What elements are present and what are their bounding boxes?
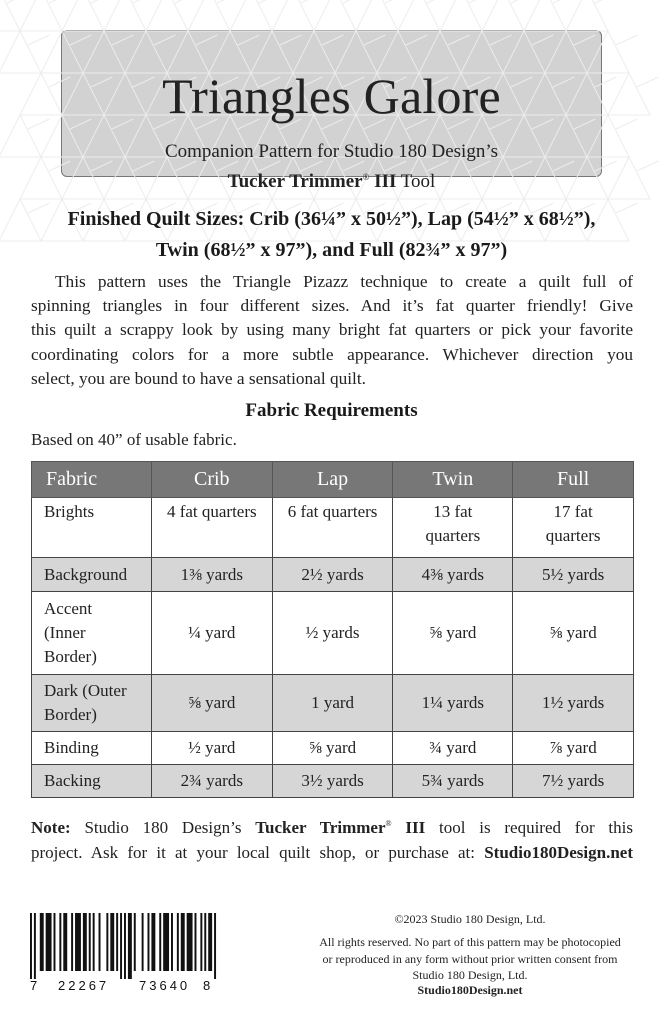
cell-line: 2½ yards	[301, 564, 364, 584]
intro-line: select, you are bound to have a sensational quilt.	[31, 368, 366, 388]
barcode-digit: 7	[30, 978, 38, 993]
registered-mark: ®	[385, 819, 392, 828]
note-tool-name: Tucker Trimmer	[255, 818, 386, 837]
value-cell	[151, 592, 272, 675]
barcode-bar	[63, 913, 67, 971]
fabric-name-cell	[32, 675, 152, 732]
value-cell	[272, 558, 393, 592]
barcode-bar	[195, 913, 197, 971]
cell-line: ⅝ yard	[188, 693, 236, 712]
value-cell	[393, 498, 513, 558]
fabric-name-cell	[32, 592, 152, 675]
cell-line: 17 fat	[553, 502, 593, 521]
fabric-name-cell	[32, 498, 152, 558]
cell-line: ½ yards	[305, 623, 360, 642]
cell-line: ¾ yard	[429, 738, 477, 757]
upc-barcode	[30, 913, 220, 979]
cell-line: 13 fat	[433, 502, 473, 521]
table-header-row	[32, 462, 634, 498]
barcode-bar	[54, 913, 56, 971]
intro-line: coordinating colors for a more subtle appearance. Whichever direction you	[31, 344, 633, 364]
tool-word: Tool	[396, 171, 436, 192]
value-cell	[393, 592, 513, 675]
value-cell	[151, 675, 272, 732]
cell-line: 3½ yards	[301, 771, 364, 790]
cell-line: 5¾ yards	[421, 771, 484, 790]
barcode-bar	[75, 913, 81, 971]
cell-line: Background	[44, 564, 128, 584]
note-text: Studio 180 Design’s	[70, 818, 256, 837]
fabric-name-cell	[32, 558, 152, 592]
table-row	[32, 732, 634, 765]
barcode-bar	[93, 913, 95, 971]
value-cell	[151, 498, 272, 558]
cell-line: Accent	[44, 599, 93, 618]
table-row	[32, 675, 634, 732]
table-row	[32, 498, 634, 558]
intro-line: this quilt a scrappy look by using many bright fat quarters or pick your favorite	[31, 320, 633, 340]
copyright-notice: ©2023 Studio 180 Design, Ltd.	[394, 912, 546, 926]
rights-statement	[300, 934, 640, 984]
barcode-bar	[34, 913, 36, 979]
cell-line: Border)	[44, 705, 97, 724]
barcode-bar	[148, 913, 150, 971]
pattern-title: Triangles Galore	[162, 68, 501, 124]
cell-line: 1½ yards	[541, 693, 605, 712]
table-row	[32, 558, 634, 592]
barcode-bar	[110, 913, 114, 971]
value-cell	[151, 732, 272, 765]
cell-line: 1⅜ yards	[180, 564, 243, 584]
cell-line: Border)	[44, 647, 97, 666]
column-header: Crib	[151, 462, 272, 498]
cell-line: ⅝ yard	[308, 738, 357, 757]
barcode-bar	[30, 913, 32, 979]
companion-subtitle: Companion Pattern for Studio 180 Design’s	[164, 141, 498, 162]
barcode-bar	[124, 913, 126, 979]
cell-line: Dark (Outer	[44, 681, 127, 700]
cell-line: Brights	[44, 502, 95, 521]
barcode-bar	[71, 913, 73, 971]
barcode-bar	[177, 913, 179, 971]
website-link[interactable]: Studio180Design.net	[484, 842, 633, 862]
sizes-line-2: Twin (68½” x 97”), and Full (82¾” x 97”)	[155, 239, 508, 261]
value-cell	[393, 558, 513, 592]
intro-line: This pattern uses the Triangle Pizazz technique to create a quilt full of	[55, 272, 633, 291]
barcode-bar	[59, 913, 61, 971]
rights-line: All rights reserved. No part of this pattern may be photocopied	[319, 935, 621, 949]
barcode-bar	[187, 913, 193, 971]
barcode-check-digit: 8	[203, 978, 211, 993]
cell-line: ⅝ yard	[429, 623, 477, 642]
table-row	[32, 592, 634, 675]
cell-line: quarters	[425, 526, 481, 545]
barcode-bar	[214, 913, 216, 979]
barcode-bar	[83, 913, 87, 971]
column-header: Lap	[272, 462, 393, 498]
column-header: Full	[513, 462, 634, 498]
column-header: Fabric	[32, 462, 152, 498]
barcode-bar	[89, 913, 91, 971]
cell-line: 6 fat quarters	[287, 502, 378, 521]
barcode-bar	[116, 913, 118, 971]
tool-suffix: III	[369, 171, 397, 192]
barcode-bar	[134, 913, 136, 971]
cell-line: 2¾ yards	[180, 771, 243, 790]
rights-line: or reproduced in any form without prior written consent from	[322, 951, 618, 966]
cell-line: Binding	[44, 738, 99, 757]
barcode-bar	[208, 913, 212, 971]
value-cell	[513, 558, 634, 592]
value-cell	[393, 765, 513, 798]
value-cell	[272, 498, 393, 558]
note-tool-suffix: III	[391, 818, 426, 837]
note-label: Note:	[31, 818, 71, 837]
footer-website[interactable]: Studio180Design.net	[417, 983, 523, 997]
value-cell	[151, 765, 272, 798]
cell-line: 5½ yards	[541, 564, 605, 584]
barcode-bar	[99, 913, 101, 971]
value-cell	[513, 592, 634, 675]
rights-line: Studio 180 Design, Ltd.	[412, 968, 528, 982]
value-cell	[272, 732, 393, 765]
intro-line: spinning triangles in four different sizes. And it’s fat quarter friendly! Give	[31, 296, 633, 316]
value-cell	[151, 558, 272, 592]
registered-mark: ®	[362, 172, 370, 182]
note-line	[31, 841, 633, 866]
value-cell	[513, 765, 634, 798]
barcode-bar	[204, 913, 206, 971]
fabric-requirements-heading: Fabric Requirements	[245, 400, 418, 421]
fabric-requirements-table	[31, 461, 634, 798]
title-banner	[61, 30, 602, 192]
barcode-bar	[46, 913, 52, 971]
barcode-bar	[120, 913, 122, 979]
cell-line: ⅞ yard	[549, 738, 597, 757]
barcode-bar	[106, 913, 108, 971]
usable-fabric-note: Based on 40” of usable fabric.	[31, 430, 237, 449]
sizes-line-1: Finished Quilt Sizes: Crib (36¼” x 50½”), Lap (54½” x 68½”),	[67, 208, 596, 230]
cell-line: Backing	[44, 771, 101, 790]
fabric-name-cell	[32, 732, 152, 765]
cell-line: (Inner	[44, 623, 86, 642]
barcode-bar	[40, 913, 44, 971]
table-row	[32, 765, 634, 798]
barcode-bar	[200, 913, 202, 971]
value-cell	[272, 592, 393, 675]
value-cell	[513, 498, 634, 558]
value-cell	[513, 675, 634, 732]
tool-name: Tucker Trimmer	[227, 171, 363, 192]
column-header: Twin	[393, 462, 513, 498]
value-cell	[272, 765, 393, 798]
value-cell	[272, 675, 393, 732]
note-text: project. Ask for it at your local quilt shop, or purchase at:	[31, 842, 485, 862]
cell-line: ½ yard	[188, 738, 236, 757]
cell-line: 1¼ yards	[421, 693, 484, 712]
value-cell	[393, 732, 513, 765]
cell-line: ¼ yard	[188, 623, 236, 642]
tool-subtitle	[62, 166, 601, 193]
barcode-bar	[128, 913, 132, 979]
fabric-name-cell	[32, 765, 152, 798]
note-line	[31, 812, 633, 841]
cell-line: 7½ yards	[541, 771, 605, 790]
barcode-bar	[142, 913, 144, 971]
cell-line: 4 fat quarters	[166, 502, 257, 521]
cell-line: 1 yard	[311, 693, 355, 712]
value-cell	[513, 732, 634, 765]
cell-line: ⅝ yard	[549, 623, 597, 642]
barcode-digits-left: 22267	[58, 978, 110, 993]
barcode-bar	[171, 913, 173, 971]
barcode-bar	[181, 913, 185, 971]
barcode-bar	[163, 913, 169, 971]
barcode-digits-right: 73640	[139, 978, 191, 993]
note-text: tool is required for this	[425, 818, 633, 837]
finished-sizes	[20, 204, 643, 266]
barcode-bar	[159, 913, 161, 971]
tool-note	[31, 812, 633, 865]
barcode-bar	[151, 913, 155, 971]
intro-paragraph	[31, 270, 633, 391]
value-cell	[393, 675, 513, 732]
cell-line: 4⅜ yards	[421, 564, 484, 584]
cell-line: quarters	[545, 526, 601, 545]
